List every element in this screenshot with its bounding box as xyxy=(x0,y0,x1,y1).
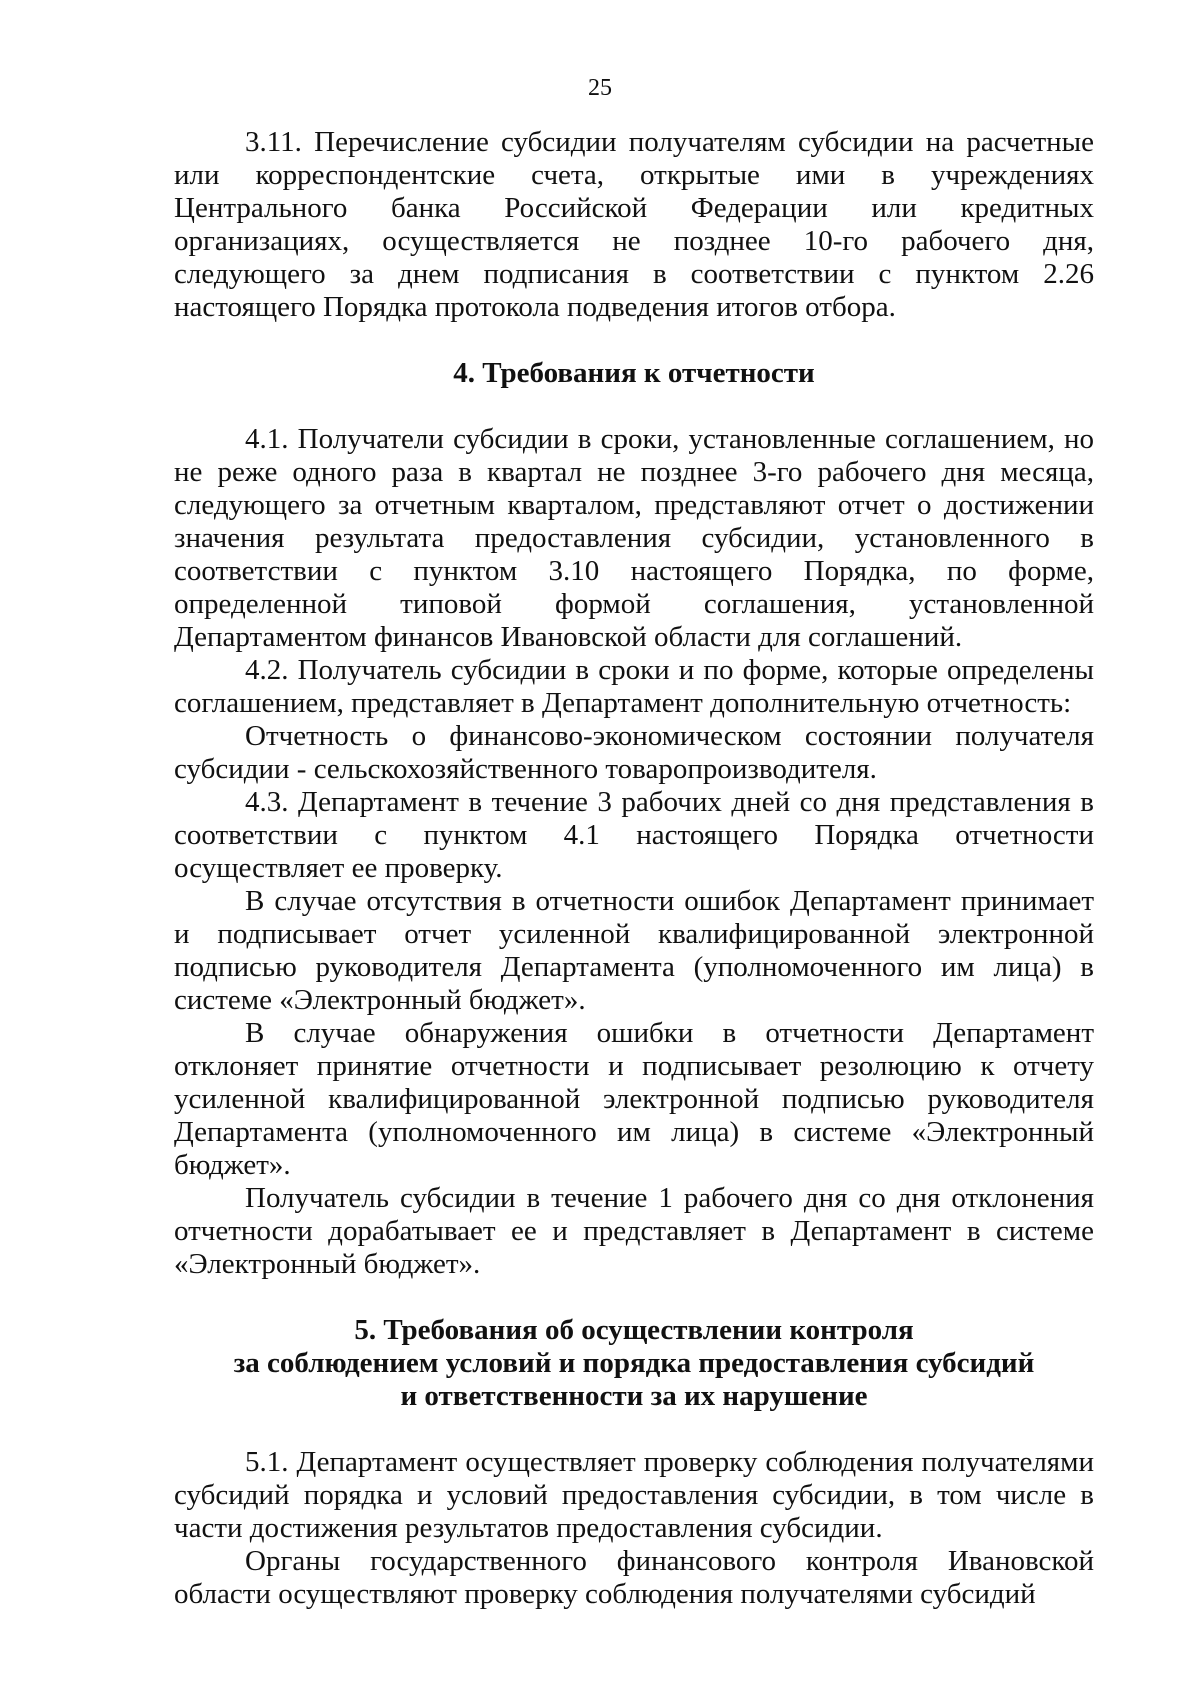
section-5-heading-line: за соблюдением условий и порядка предоставления субсидий xyxy=(233,1347,1035,1379)
paragraph-4-1: 4.1. Получатели субсидии в сроки, установленные соглашением, но не реже одного раза в квартал не позднее 3-го рабочего дня месяца, следующего за отчетным кварталом, представляют отчет о достижении значения результата предоставления субсидии, установленного в соответствии с пунктом 3.10 настоящего Порядка, по форме, определенной типовой формой соглашения, установленной Департаментом финансов Ивановской области для соглашений. xyxy=(174,423,1094,653)
section-5-heading xyxy=(174,1314,1094,1413)
paragraph-4-3-accept: В случае отсутствия в отчетности ошибок Департамент принимает и подписывает отчет усиленной квалифицированной электронной подписью руководителя Департамента (уполномоченного им лица) в системе «Электронный бюджет». xyxy=(174,885,1094,1016)
paragraph-5-1-control: Органы государственного финансового контроля Ивановской области осуществляют проверку соблюдения получателями субсидий xyxy=(174,1545,1094,1610)
section-5-heading-line: и ответственности за их нарушение xyxy=(400,1380,868,1412)
page-number: 25 xyxy=(588,75,612,101)
paragraph-4-3-rework: Получатель субсидии в течение 1 рабочего дня со дня отклонения отчетности дорабатывает ее и представляет в Департамент в системе «Электронный бюджет». xyxy=(174,1182,1094,1280)
section-5-heading-line: 5. Требования об осуществлении контроля xyxy=(354,1314,914,1346)
paragraph-4-2-item: Отчетность о финансово-экономическом состоянии получателя субсидии - сельскохозяйственного товаропроизводителя. xyxy=(174,720,1094,785)
document-body xyxy=(174,126,1094,1611)
paragraph-4-3-reject: В случае обнаружения ошибки в отчетности Департамент отклоняет принятие отчетности и подписывает резолюцию к отчету усиленной квалифицированной электронной подписью руководителя Департамента (уполномоченного им лица) в системе «Электронный бюджет». xyxy=(174,1017,1094,1181)
section-4-heading: 4. Требования к отчетности xyxy=(453,357,815,389)
paragraph-4-3: 4.3. Департамент в течение 3 рабочих дней со дня представления в соответствии с пунктом 4.1 настоящего Порядка отчетности осуществляет ее проверку. xyxy=(174,786,1094,884)
paragraph-5-1: 5.1. Департамент осуществляет проверку соблюдения получателями субсидий порядка и условий предоставления субсидии, в том числе в части достижения результатов предоставления субсидии. xyxy=(174,1446,1094,1544)
paragraph-4-2: 4.2. Получатель субсидии в сроки и по форме, которые определены соглашением, представляет в Департамент дополнительную отчетность: xyxy=(174,654,1094,719)
paragraph-3-11: 3.11. Перечисление субсидии получателям субсидии на расчетные или корреспондентские счета, открытые ими в учреждениях Центрального банка Российской Федерации или кредитных организациях, осуществляется не позднее 10-го рабочего дня, следующего за днем подписания в соответствии с пунктом 2.26 настоящего Порядка протокола подведения итогов отбора. xyxy=(174,126,1094,323)
